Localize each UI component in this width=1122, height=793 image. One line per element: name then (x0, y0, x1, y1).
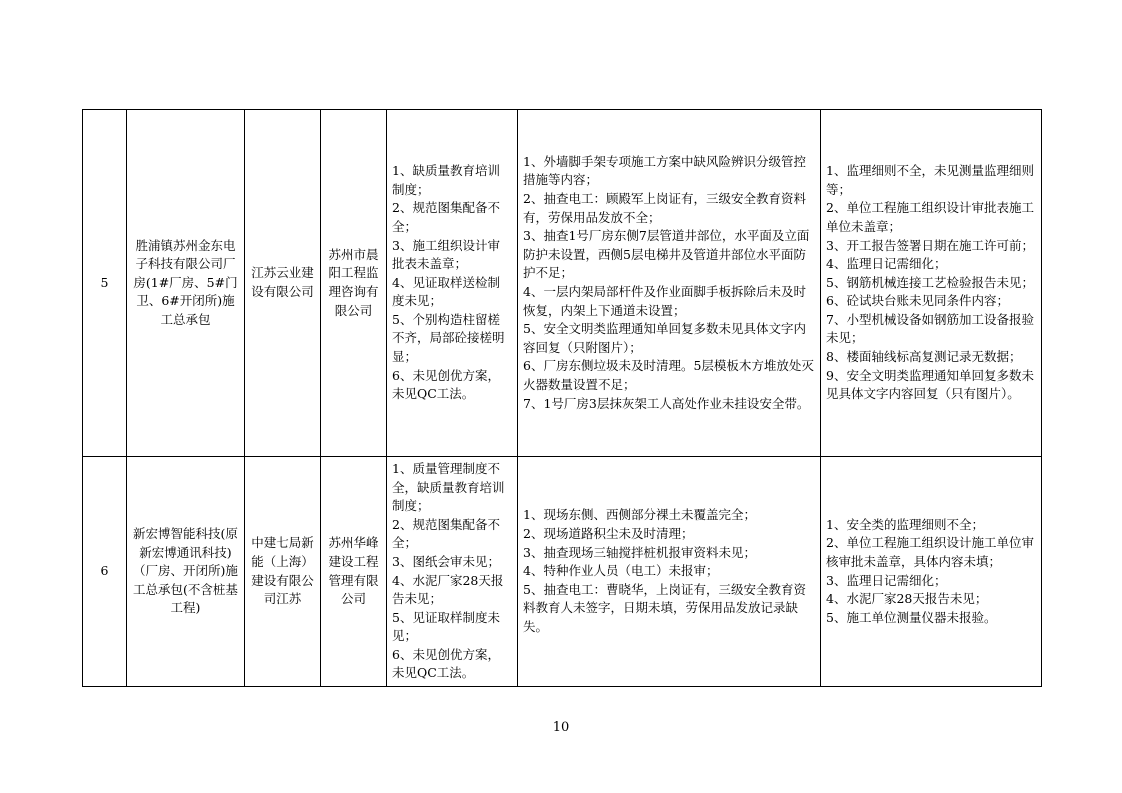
row-number: 5 (83, 110, 127, 457)
list-item: 3、施工组织设计审批表未盖章； (392, 237, 500, 272)
list-item: 5、见证取样制度未见； (392, 609, 500, 644)
construction-unit: 中建七局新能（上海）建设有限公司江苏 (245, 457, 321, 687)
row-number: 6 (83, 457, 127, 687)
list-item: 3、开工报告签署日期在施工许可前； (826, 237, 1034, 253)
page-number: 10 (552, 720, 570, 735)
table-row (83, 110, 1042, 457)
list-item: 1、监理细则不全，未见测量监理细则等； (826, 163, 1034, 197)
quality-issues-list (387, 110, 518, 457)
table-row (83, 457, 1042, 687)
project-name: 胜浦镇苏州金东电子科技有限公司厂房(1#厂房、5#门卫、6#开闭所)施工总承包 (127, 110, 245, 457)
list-item: 5、个别构造柱留槎不齐，局部砼接槎明显； (392, 311, 505, 365)
list-item: 2、规范图集配备不全； (392, 200, 500, 234)
construction-unit: 江苏云业建设有限公司 (245, 110, 321, 457)
supervision-issues-list (821, 457, 1042, 687)
list-item: 2、现场道路积尘未及时清理； (523, 526, 694, 542)
list-item: 1、外墙脚手架专项施工方案中缺风险辨识分级管控措施等内容； (523, 153, 806, 188)
project-name: 新宏博智能科技(原新宏博通讯科技)（厂房、开闭所)施工总承包(不含桩基工程) (127, 457, 245, 687)
list-item: 3、抽查1号厂房东侧7层管道井部位，水平面及立面防护未设置，西侧5层电梯井及管道井部位水平面防护不足； (523, 228, 810, 281)
quality-issues-list (387, 457, 518, 687)
list-item: 5、施工单位测量仪器未报验。 (826, 609, 997, 625)
list-item: 3、图纸会审未见； (392, 553, 500, 569)
list-item: 3、监理日记需细化； (826, 572, 947, 588)
list-item: 4、监理日记需细化； (826, 256, 947, 272)
list-item: 2、抽查电工：顾殿军上岗证有，三级安全教育资料有，劳保用品发放不全； (523, 191, 806, 225)
list-item: 8、楼面轴线标高复测记录无数据； (826, 349, 1022, 365)
list-item: 6、砼试块台账未见同条件内容； (826, 293, 1009, 309)
list-item: 6、未见创优方案，未见QC工法。 (392, 367, 500, 402)
list-item: 4、特种作业人员（电工）未报审； (523, 563, 719, 579)
list-item: 4、一层内架局部杆件及作业面脚手板拆除后未及时恢复，内架上下通道未设置； (523, 284, 806, 318)
safety-issues-list (518, 457, 821, 687)
supervision-unit: 苏州市晨阳工程监理咨询有限公司 (321, 110, 387, 457)
supervision-issues-list (821, 110, 1042, 457)
list-item: 2、单位工程施工组织设计施工单位审核审批未盖章，具体内容未填； (826, 535, 1034, 569)
list-item: 5、抽查电工：曹晓华，上岗证有，三级安全教育资料教育人未签字，日期未填，劳保用品发放记录缺失。 (523, 581, 806, 634)
safety-issues-list (518, 110, 821, 457)
list-item: 5、钢筋机械连接工艺检验报告未见； (826, 274, 1034, 290)
list-item: 4、水泥厂家28天报告未见； (826, 591, 988, 607)
list-item: 7、1号厂房3层抹灰架工人高处作业未挂设安全带。 (523, 395, 810, 411)
list-item: 1、质量管理制度不全，缺质量教育培训制度； (392, 460, 505, 514)
list-item: 1、缺质量教育培训制度； (392, 163, 500, 197)
list-item: 4、见证取样送检制度未见； (392, 274, 500, 309)
list-item: 7、小型机械设备如钢筋加工设备报验未见； (826, 311, 1034, 346)
list-item: 1、现场东侧、西侧部分裸土未覆盖完全； (523, 507, 756, 523)
list-item: 1、安全类的监理细则不全； (826, 516, 984, 532)
list-item: 9、安全文明类监理通知单回复多数未见具体文字内容回复（只有图片）。 (826, 367, 1034, 402)
inspection-table (82, 109, 1042, 687)
list-item: 6、未见创优方案，未见QC工法。 (392, 646, 500, 681)
list-item: 4、水泥厂家28天报告未见； (392, 572, 504, 607)
list-item: 6、厂房东侧垃圾未及时清理。5层模板木方堆放处灭火器数量设置不足； (523, 358, 814, 392)
supervision-unit: 苏州华峰建设工程管理有限公司 (321, 457, 387, 687)
list-item: 3、抽查现场三轴搅拌桩机报审资料未见； (523, 544, 756, 560)
list-item: 2、规范图集配备不全； (392, 516, 500, 551)
list-item: 5、安全文明类监理通知单回复多数未见具体文字内容回复（只附图片）； (523, 321, 806, 355)
list-item: 2、单位工程施工组织设计审批表施工单位未盖章； (826, 200, 1034, 234)
